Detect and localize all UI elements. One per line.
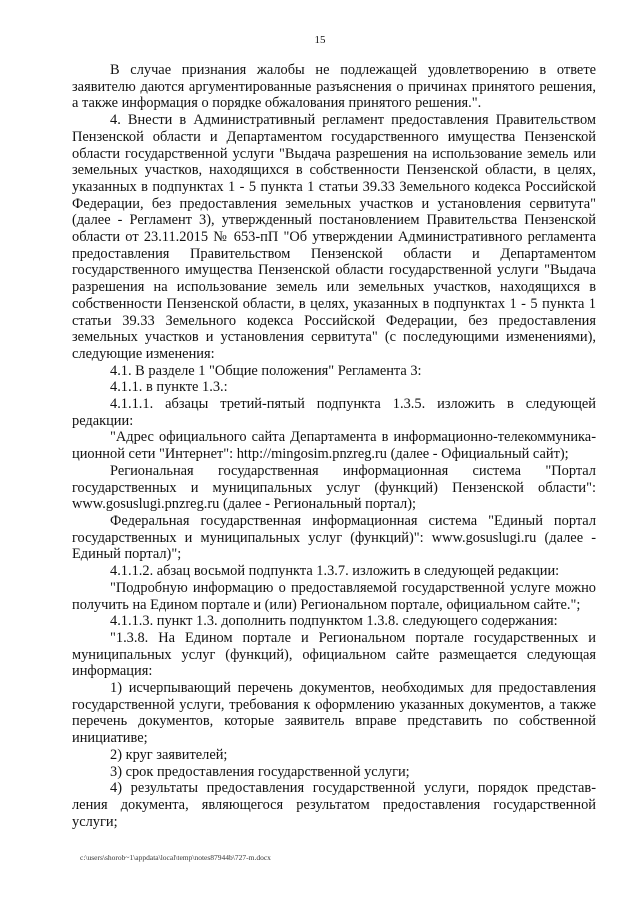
paragraph-4-1-1-2: 4.1.1.2. абзац восьмой подпункта 1.3.7. изложить в следующей редакции: [110,563,560,580]
paragraph-complaint-decision: В случае признания жалобы не подлежащей удовлетворению в ответе заявителю даются аргументированные разъяснения о причинах принятого решения, а также информация о порядке обжалования принятого решения.". [72,62,596,112]
paragraph-4-1-1-3: 4.1.1.3. пункт 1.3. дополнить подпунктом 1.3.8. следующего содержания: [110,613,558,630]
paragraph-1-3-8: "1.3.8. На Едином портале и Региональном портале государственных и муниципальных услуг (функций), официальном сайте размещается следующая информация: [72,629,596,680]
page-number: 15 [314,34,326,46]
document-body [72,62,596,830]
paragraph-amendment-4: 4. Внести в Административный регламент предоставления Правительством Пензенской области и Департаментом государственного имущества Пензенской области государственной услуги "Выдача разрешения на использование земель или земельных участков, находящихся в собственности Пензенской области, в целях, указанных в подпунктах 1 - 5 пункта 1 статьи 39.33 Земельного кодекса Российской Федерации, без предоставления земельных участков и установления сервитута" (далее - Регламент 3), утвержденный постановлением Правительства Пензенской области от 23.11.2015 № 653-пП "Об утверждении Административного регламента предоставления Правительством Пензенской области и Департаментом государственного имущества Пензенской области государственной услуги "Выдача разрешения на использование земель или земельных участков, находящихся в собственности Пензенской области, в целях, указанных в подпунктах 1 - 5 пункта 1 статьи 39.33 Земельного кодекса Российской Федерации, без предоставления земельных участков и установления сервитута" (с последующими изменениями), следующие изменения: [72,112,596,362]
list-item-4: 4) результаты предоставления государственной услуги, порядок представ-ления документа, являющегося результатом предоставления государственной услуги; [72,780,596,830]
paragraph-4-1-1: 4.1.1. в пункте 1.3.: [110,379,228,396]
list-item-3: 3) срок предоставления государственной услуги; [110,763,410,780]
list-item-2: 2) круг заявителей; [110,746,228,763]
paragraph-unified-portal: Федеральная государственная информационная система "Единый портал государственных и муниципальных услуг (функций)": www.gosuslugi.ru (далее - Единый портал)"; [72,512,596,563]
paragraph-4-1: 4.1. В разделе 1 "Общие положения" Регламента 3: [110,362,422,379]
footer-file-path: c:\users\shorob~1\appdata\local\temp\notes87944b\727-m.docx [80,853,271,862]
paragraph-official-site: "Адрес официального сайта Департамента в информационно-телекоммуника-ционной сети "Интернет": http://mingosim.pnzreg.ru (далее - Официальный сайт); [72,429,596,463]
paragraph-regional-portal: Региональная государственная информационная система "Портал государственных и муниципальных услуг (функций) Пензенской области": www.gosuslugi.pnzreg.ru (далее - Региональный портал); [72,462,596,513]
paragraph-detailed-info: "Подробную информацию о предоставляемой государственной услуге можно получить на Едином портале и (или) Региональном портале, официальном сайте."; [72,579,596,613]
paragraph-4-1-1-1: 4.1.1.1. абзацы третий-пятый подпункта 1.3.5. изложить в следующей редакции: [72,396,596,429]
list-item-1: 1) исчерпывающий перечень документов, необходимых для предоставления государственной услуги, требования к оформлению указанных документов, а также перечень документов, которые заявитель вправе представить по собственной инициативе; [72,680,596,747]
